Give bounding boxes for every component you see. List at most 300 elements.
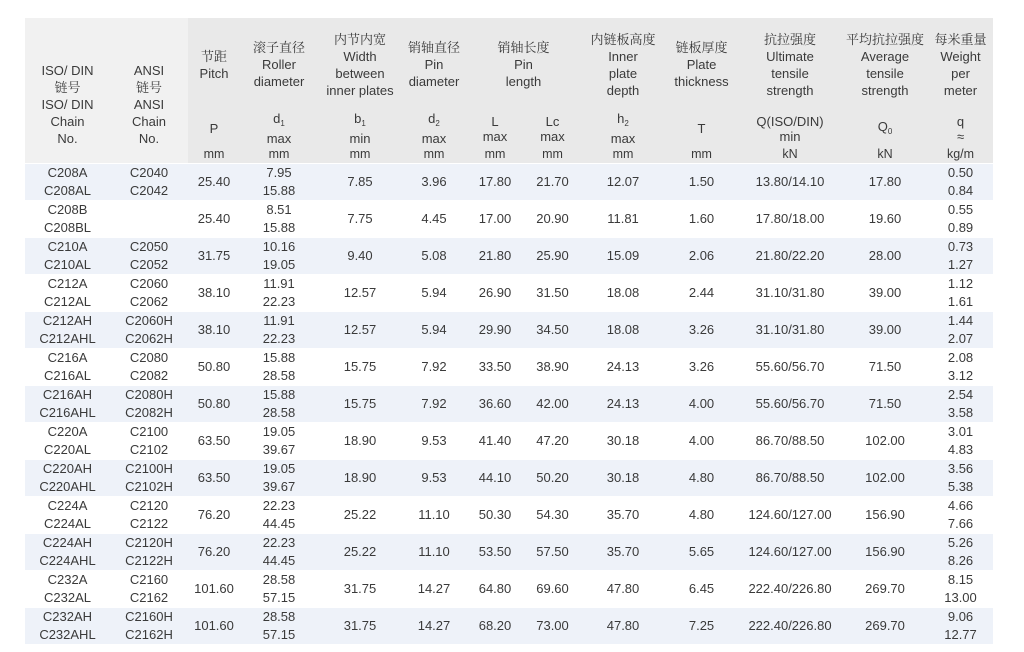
- roller-diameter-value: 15.88: [240, 182, 318, 201]
- inner-width-value: 15.75: [318, 349, 402, 386]
- iso-chain-no: C208BL: [25, 219, 110, 238]
- pin-diameter-value: 7.92: [402, 386, 466, 423]
- plate-depth-value: 35.70: [581, 534, 665, 571]
- pin-length-lc-value: 73.00: [524, 608, 581, 645]
- pin-diameter-value: 5.08: [402, 238, 466, 275]
- weight-value: 3.12: [928, 367, 993, 386]
- weight-value: 3.58: [928, 404, 993, 423]
- iso-chain-no: C232A: [25, 571, 110, 590]
- header-text: 销轴直径: [407, 40, 460, 55]
- weight-value: 1.44: [928, 312, 993, 331]
- chain-spec-table-container: [25, 18, 993, 644]
- roller-diameter-value: 28.58: [240, 404, 318, 423]
- header-text: ISO/ DIN: [41, 63, 94, 78]
- iso-chain-no: C232AHL: [25, 626, 110, 644]
- pin-diameter-value: 11.10: [402, 534, 466, 571]
- tensile-strength-value: 86.70/88.50: [738, 460, 842, 497]
- iso-chain-no: C216AHL: [25, 404, 110, 423]
- ansi-chain-no: C2060H: [110, 312, 188, 331]
- symbol-text: T: [697, 121, 706, 136]
- inner-width-value: 12.57: [318, 312, 402, 349]
- pin-length-l-value: 53.50: [466, 534, 524, 571]
- symbol-text: Q: [877, 118, 888, 134]
- weight-value: 13.00: [928, 589, 993, 608]
- tensile-strength-value: 86.70/88.50: [738, 423, 842, 460]
- header-text: Pitch: [199, 65, 229, 81]
- header-text: per: [951, 65, 970, 81]
- average-tensile-value: 28.00: [842, 238, 928, 275]
- tensile-strength-value: 55.60/56.70: [738, 349, 842, 386]
- ansi-chain-no: C2062: [110, 293, 188, 312]
- ansi-chain-no: C2122: [110, 515, 188, 534]
- tensile-strength-value: 55.60/56.70: [738, 386, 842, 423]
- inner-width-value: 31.75: [318, 608, 402, 645]
- iso-chain-no: C224A: [25, 497, 110, 516]
- pitch-value: 76.20: [188, 497, 240, 534]
- ansi-chain-no: C2062H: [110, 330, 188, 349]
- pin-diameter-value: 14.27: [402, 571, 466, 608]
- weight-value: 4.66: [928, 497, 993, 516]
- tensile-strength-value: 17.80/18.00: [738, 201, 842, 238]
- pin-diameter-value: 9.53: [402, 460, 466, 497]
- roller-diameter-value: 22.23: [240, 330, 318, 349]
- table-row: [25, 460, 993, 479]
- ansi-chain-no: C2050: [110, 238, 188, 257]
- roller-diameter-value: 15.88: [240, 219, 318, 238]
- roller-diameter-value: 28.58: [240, 608, 318, 627]
- pin-length-lc-value: 50.20: [524, 460, 581, 497]
- iso-chain-no: C232AH: [25, 608, 110, 627]
- plate-depth-value: 24.13: [581, 386, 665, 423]
- table-row: [25, 275, 993, 294]
- tensile-strength-value: 31.10/31.80: [738, 312, 842, 349]
- tensile-strength-value: 124.60/127.00: [738, 497, 842, 534]
- roller-diameter-value: 22.23: [240, 497, 318, 516]
- weight-value: 2.07: [928, 330, 993, 349]
- ansi-chain-no: C2162H: [110, 626, 188, 644]
- table-row: [25, 497, 993, 516]
- pin-length-lc-value: 57.50: [524, 534, 581, 571]
- header-text: Weight: [940, 48, 981, 64]
- inner-width-value: 12.57: [318, 275, 402, 312]
- header-text: 每米重量: [934, 31, 987, 47]
- roller-diameter-value: 15.88: [240, 386, 318, 405]
- weight-value: 2.08: [928, 349, 993, 368]
- table-row: [25, 386, 993, 405]
- symbol-q: [928, 111, 993, 146]
- unit-cell: mm: [240, 146, 318, 164]
- pitch-value: 50.80: [188, 349, 240, 386]
- plate-thickness-value: 3.26: [665, 349, 738, 386]
- pin-length-lc-value: 47.20: [524, 423, 581, 460]
- pin-length-l-value: 36.60: [466, 386, 524, 423]
- table-row: [25, 238, 993, 257]
- iso-chain-no: C216A: [25, 349, 110, 368]
- tensile-strength-value: 21.80/22.20: [738, 238, 842, 275]
- header-text: tensile: [866, 65, 904, 81]
- average-tensile-value: 39.00: [842, 275, 928, 312]
- weight-value: 5.26: [928, 534, 993, 553]
- header-text: 节距: [200, 48, 227, 64]
- header-text: Inner: [608, 48, 638, 64]
- weight-value: 0.73: [928, 238, 993, 257]
- iso-chain-no: C208AL: [25, 182, 110, 201]
- ansi-chain-no: C2080: [110, 349, 188, 368]
- pin-length-lc-value: 69.60: [524, 571, 581, 608]
- pin-length-lc-value: 21.70: [524, 164, 581, 201]
- tensile-strength-value: 222.40/226.80: [738, 608, 842, 645]
- roller-diameter-value: 57.15: [240, 589, 318, 608]
- unit-cell: mm: [581, 146, 665, 164]
- header-text: thickness: [674, 74, 729, 89]
- roller-diameter-value: 44.45: [240, 515, 318, 534]
- header-text: 内链板高度: [590, 31, 656, 47]
- weight-value: 1.61: [928, 293, 993, 312]
- iso-chain-no: C220AHL: [25, 478, 110, 497]
- header-text: 链板厚度: [675, 40, 728, 55]
- roller-diameter-value: 22.23: [240, 534, 318, 553]
- pitch-value: 38.10: [188, 312, 240, 349]
- ansi-chain-no: C2120: [110, 497, 188, 516]
- symbol-text: d: [273, 111, 281, 126]
- header-text: ANSI: [133, 63, 165, 78]
- header-text: Roller: [262, 57, 296, 72]
- symbol-subscript: 1: [280, 119, 285, 128]
- pitch-value: 25.40: [188, 201, 240, 238]
- roller-diameter-value: 57.15: [240, 626, 318, 644]
- ansi-chain-no: C2162: [110, 589, 188, 608]
- symbol-text: L: [491, 113, 499, 129]
- header-text: Chain: [50, 114, 85, 129]
- pin-diameter-value: 4.45: [402, 201, 466, 238]
- inner-width-value: 7.75: [318, 201, 402, 238]
- weight-value: 0.89: [928, 219, 993, 238]
- pin-length-lc-value: 20.90: [524, 201, 581, 238]
- header-text: plate: [608, 65, 638, 81]
- symbol-qualifier: max: [266, 131, 292, 146]
- weight-value: 12.77: [928, 626, 993, 644]
- symbol-text: Q(ISO/DIN): [756, 113, 824, 129]
- roller-diameter-value: 19.05: [240, 460, 318, 479]
- pin-length-lc-value: 31.50: [524, 275, 581, 312]
- header-text: between: [335, 65, 385, 81]
- iso-chain-no: C224AHL: [25, 552, 110, 571]
- tensile-strength-value: 222.40/226.80: [738, 571, 842, 608]
- average-tensile-value: 269.70: [842, 571, 928, 608]
- symbol-qualifier: max: [610, 131, 636, 146]
- roller-diameter-value: 28.58: [240, 367, 318, 386]
- pin-length-lc-value: 42.00: [524, 386, 581, 423]
- plate-thickness-value: 4.80: [665, 497, 738, 534]
- chain-spec-table: [25, 18, 993, 644]
- header-pin-diameter: [402, 18, 466, 111]
- header-text: meter: [943, 82, 978, 98]
- header-text: 平均抗拉强度: [846, 31, 925, 47]
- table-row: [25, 534, 993, 553]
- symbol-qualifier: max: [540, 128, 565, 144]
- weight-value: 9.06: [928, 608, 993, 627]
- ansi-chain-no: C2100H: [110, 460, 188, 479]
- pin-length-l-value: 50.30: [466, 497, 524, 534]
- header-pitch: [188, 18, 240, 111]
- unit-cell: mm: [665, 146, 738, 164]
- pitch-value: 25.40: [188, 164, 240, 201]
- plate-thickness-value: 2.06: [665, 238, 738, 275]
- plate-depth-value: 12.07: [581, 164, 665, 201]
- pin-diameter-value: 5.94: [402, 312, 466, 349]
- ansi-chain-no: C2080H: [110, 386, 188, 405]
- header-text: Plate: [686, 57, 717, 72]
- symbol-l: [466, 111, 524, 146]
- roller-diameter-value: 39.67: [240, 478, 318, 497]
- symbol-text: q: [956, 113, 965, 129]
- average-tensile-value: 102.00: [842, 423, 928, 460]
- symbol-qualifier: min: [779, 128, 801, 144]
- header-average-tensile: [842, 18, 928, 111]
- average-tensile-value: 71.50: [842, 386, 928, 423]
- unit-cell: mm: [524, 146, 581, 164]
- header-ansi-chain-no: [110, 18, 188, 164]
- iso-chain-no: C232AL: [25, 589, 110, 608]
- symbol-h2: [581, 111, 665, 146]
- plate-depth-value: 30.18: [581, 423, 665, 460]
- symbol-d2: [402, 111, 466, 146]
- inner-width-value: 25.22: [318, 534, 402, 571]
- pin-length-lc-value: 25.90: [524, 238, 581, 275]
- symbol-text: P: [209, 121, 219, 136]
- symbol-qualifier: ≈: [956, 128, 965, 144]
- average-tensile-value: 269.70: [842, 608, 928, 645]
- pin-length-lc-value: 34.50: [524, 312, 581, 349]
- header-text: Width: [343, 48, 377, 64]
- weight-value: 0.55: [928, 201, 993, 220]
- pin-diameter-value: 11.10: [402, 497, 466, 534]
- ansi-chain-no: C2120H: [110, 534, 188, 553]
- inner-width-value: 9.40: [318, 238, 402, 275]
- iso-chain-no: C220AL: [25, 441, 110, 460]
- pin-length-l-value: 64.80: [466, 571, 524, 608]
- header-text: No.: [57, 131, 78, 146]
- iso-chain-no: C216AH: [25, 386, 110, 405]
- iso-chain-no: C220AH: [25, 460, 110, 479]
- symbol-d1: [240, 111, 318, 146]
- weight-value: 0.84: [928, 182, 993, 201]
- plate-thickness-value: 1.50: [665, 164, 738, 201]
- ansi-chain-no: C2160: [110, 571, 188, 590]
- header-text: inner plates: [326, 82, 394, 98]
- average-tensile-value: 71.50: [842, 349, 928, 386]
- ansi-chain-no: C2052: [110, 256, 188, 275]
- weight-value: 2.54: [928, 386, 993, 405]
- symbol-text: b: [354, 111, 362, 126]
- roller-diameter-value: 11.91: [240, 275, 318, 294]
- pitch-value: 101.60: [188, 571, 240, 608]
- pin-length-l-value: 17.80: [466, 164, 524, 201]
- header-text: 滚子直径: [252, 40, 305, 55]
- symbol-qualifier: max: [482, 128, 508, 144]
- pitch-value: 63.50: [188, 460, 240, 497]
- roller-diameter-value: 39.67: [240, 441, 318, 460]
- header-roller-diameter: [240, 18, 318, 111]
- header-text: tensile: [771, 65, 809, 81]
- header-text: diameter: [253, 74, 305, 89]
- ansi-chain-no: [110, 201, 188, 220]
- symbol-q-iso-din: [738, 111, 842, 146]
- pin-length-l-value: 44.10: [466, 460, 524, 497]
- pitch-value: 76.20: [188, 534, 240, 571]
- roller-diameter-value: 28.58: [240, 571, 318, 590]
- tensile-strength-value: 31.10/31.80: [738, 275, 842, 312]
- table-body: [25, 164, 993, 645]
- plate-thickness-value: 7.25: [665, 608, 738, 645]
- unit-cell: kN: [842, 146, 928, 164]
- pitch-value: 63.50: [188, 423, 240, 460]
- pitch-value: 101.60: [188, 608, 240, 645]
- plate-thickness-value: 3.26: [665, 312, 738, 349]
- iso-chain-no: C208A: [25, 164, 110, 183]
- plate-depth-value: 30.18: [581, 460, 665, 497]
- pin-diameter-value: 3.96: [402, 164, 466, 201]
- header-text: Average: [860, 48, 910, 64]
- header-text: length: [505, 74, 542, 89]
- ansi-chain-no: C2082H: [110, 404, 188, 423]
- plate-depth-value: 47.80: [581, 608, 665, 645]
- tensile-strength-value: 13.80/14.10: [738, 164, 842, 201]
- table-row: [25, 423, 993, 442]
- inner-width-value: 7.85: [318, 164, 402, 201]
- iso-chain-no: C224AL: [25, 515, 110, 534]
- symbol-subscript: 2: [624, 119, 629, 128]
- roller-diameter-value: 44.45: [240, 552, 318, 571]
- header-inner-plate-depth: [581, 18, 665, 111]
- symbol-subscript: 2: [435, 119, 440, 128]
- iso-chain-no: C208B: [25, 201, 110, 220]
- header-plate-thickness: [665, 18, 738, 111]
- weight-value: 3.56: [928, 460, 993, 479]
- ansi-chain-no: C2100: [110, 423, 188, 442]
- roller-diameter-value: 7.95: [240, 164, 318, 183]
- plate-thickness-value: 1.60: [665, 201, 738, 238]
- ansi-chain-no: C2102: [110, 441, 188, 460]
- pitch-value: 38.10: [188, 275, 240, 312]
- roller-diameter-value: 10.16: [240, 238, 318, 257]
- symbol-text: h: [617, 111, 625, 126]
- pin-length-l-value: 26.90: [466, 275, 524, 312]
- weight-value: 7.66: [928, 515, 993, 534]
- iso-chain-no: C220A: [25, 423, 110, 442]
- iso-chain-no: C212AL: [25, 293, 110, 312]
- iso-chain-no: C216AL: [25, 367, 110, 386]
- average-tensile-value: 19.60: [842, 201, 928, 238]
- symbol-subscript: 0: [887, 126, 893, 136]
- iso-chain-no: C210A: [25, 238, 110, 257]
- iso-chain-no: C212AHL: [25, 330, 110, 349]
- inner-width-value: 18.90: [318, 423, 402, 460]
- symbol-lc: [524, 111, 581, 146]
- header-text: strength: [766, 82, 814, 98]
- pin-length-lc-value: 38.90: [524, 349, 581, 386]
- plate-depth-value: 18.08: [581, 312, 665, 349]
- symbol-t: [665, 111, 738, 146]
- plate-thickness-value: 5.65: [665, 534, 738, 571]
- unit-cell: kN: [738, 146, 842, 164]
- symbol-subscript: 1: [361, 119, 366, 128]
- unit-cell: mm: [188, 146, 240, 164]
- header-text: ISO/ DIN: [41, 97, 94, 112]
- weight-value: 1.27: [928, 256, 993, 275]
- pin-length-l-value: 29.90: [466, 312, 524, 349]
- ansi-chain-no: C2060: [110, 275, 188, 294]
- inner-width-value: 15.75: [318, 386, 402, 423]
- plate-thickness-value: 2.44: [665, 275, 738, 312]
- unit-cell: mm: [466, 146, 524, 164]
- table-header: [25, 18, 993, 164]
- symbol-text: d: [428, 111, 436, 126]
- average-tensile-value: 102.00: [842, 460, 928, 497]
- header-pin-length: [466, 18, 581, 111]
- plate-depth-value: 18.08: [581, 275, 665, 312]
- pitch-value: 50.80: [188, 386, 240, 423]
- header-text: No.: [138, 131, 160, 146]
- symbol-b1: [318, 111, 402, 146]
- average-tensile-value: 39.00: [842, 312, 928, 349]
- inner-width-value: 25.22: [318, 497, 402, 534]
- symbol-q0: [842, 111, 928, 146]
- plate-depth-value: 24.13: [581, 349, 665, 386]
- plate-thickness-value: 4.00: [665, 386, 738, 423]
- tensile-strength-value: 124.60/127.00: [738, 534, 842, 571]
- pin-length-l-value: 41.40: [466, 423, 524, 460]
- pin-length-l-value: 33.50: [466, 349, 524, 386]
- header-text: 抗拉强度: [764, 31, 817, 47]
- header-text: Pin: [424, 57, 444, 72]
- plate-thickness-value: 4.80: [665, 460, 738, 497]
- weight-value: 4.83: [928, 441, 993, 460]
- table-row: [25, 349, 993, 368]
- unit-cell: mm: [318, 146, 402, 164]
- header-text: 链号: [135, 80, 162, 95]
- pin-diameter-value: 14.27: [402, 608, 466, 645]
- ansi-chain-no: C2082: [110, 367, 188, 386]
- header-text: 内节内宽: [333, 31, 386, 47]
- symbol-p: [188, 111, 240, 146]
- iso-chain-no: C210AL: [25, 256, 110, 275]
- ansi-chain-no: C2040: [110, 164, 188, 183]
- pitch-value: 31.75: [188, 238, 240, 275]
- weight-value: 5.38: [928, 478, 993, 497]
- plate-thickness-value: 6.45: [665, 571, 738, 608]
- header-text: 销轴长度: [497, 40, 550, 55]
- symbol-qualifier: max: [421, 131, 447, 146]
- header-text: ANSI: [133, 97, 165, 112]
- weight-value: 8.15: [928, 571, 993, 590]
- header-weight-per-meter: [928, 18, 993, 111]
- table-row: [25, 571, 993, 590]
- pin-length-lc-value: 54.30: [524, 497, 581, 534]
- header-text: 链号: [54, 80, 81, 95]
- plate-depth-value: 11.81: [581, 201, 665, 238]
- pin-diameter-value: 7.92: [402, 349, 466, 386]
- header-text: Pin: [514, 57, 533, 72]
- weight-value: 1.12: [928, 275, 993, 294]
- roller-diameter-value: 22.23: [240, 293, 318, 312]
- roller-diameter-value: 15.88: [240, 349, 318, 368]
- pin-diameter-value: 5.94: [402, 275, 466, 312]
- header-text: diameter: [408, 74, 460, 89]
- roller-diameter-value: 8.51: [240, 201, 318, 220]
- ansi-chain-no: C2122H: [110, 552, 188, 571]
- ansi-chain-no: [110, 219, 188, 238]
